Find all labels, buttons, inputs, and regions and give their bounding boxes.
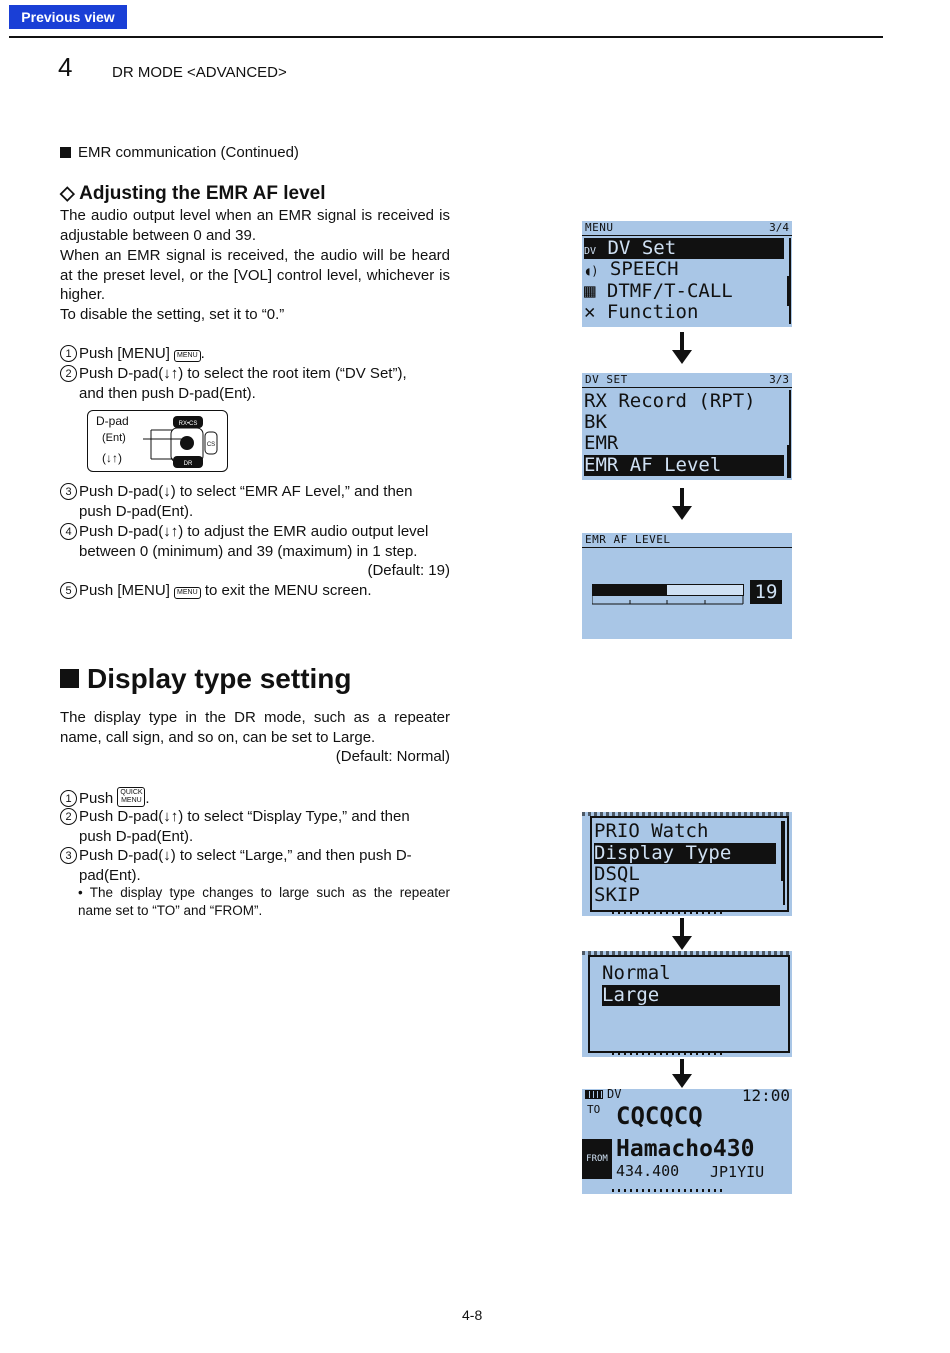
frequency: 434.400 bbox=[616, 1162, 680, 1180]
lcd-emraf-screen bbox=[582, 533, 792, 639]
display-type-option: Large bbox=[602, 985, 780, 1006]
step-number: 2 bbox=[60, 365, 77, 382]
display-step-2 bbox=[60, 807, 450, 846]
emr-step-1: 1 Push [MENU] MENU . bbox=[60, 344, 450, 364]
page-number: 4-8 bbox=[462, 1307, 483, 1323]
step-number: 3 bbox=[60, 483, 77, 500]
lcd-menu-item-label: SPEECH bbox=[609, 258, 679, 280]
lcd-menu-item bbox=[584, 302, 784, 323]
lcd-display-type-screen bbox=[582, 951, 792, 1057]
lcd-menu-screen bbox=[582, 221, 792, 327]
step-text-cont: between 0 (minimum) and 39 (maximum) in 1 step. bbox=[79, 542, 418, 560]
menu-key-icon: MENU bbox=[174, 587, 201, 599]
emr-step-3 bbox=[60, 482, 450, 521]
lcd-menu-item-label: Function bbox=[606, 301, 699, 323]
display-step-1: 1 Push QUICK MENU . bbox=[60, 787, 450, 809]
emr-para-2: When an EMR signal is received, the audio will be heard at the preset level, or the [VOL] control level, whichever is higher. bbox=[60, 247, 450, 304]
lcd-page: 3/4 bbox=[769, 221, 789, 234]
emr-step-2 bbox=[60, 364, 450, 403]
emr-step-4 bbox=[60, 522, 450, 581]
step-text: Push D-pad(↓↑) to adjust the EMR audio output level bbox=[79, 523, 429, 540]
display-bullet: • The display type changes to large such as the repeater name set to “TO” and “FROM”. bbox=[78, 885, 450, 918]
to-label: TO bbox=[587, 1103, 601, 1116]
lcd-dvset-screen bbox=[582, 373, 792, 480]
keypad-icon: ▦ bbox=[584, 280, 596, 302]
display-type-heading bbox=[60, 663, 352, 695]
lcd-title: MENU bbox=[585, 221, 614, 234]
step-text: Push D-pad(↓↑) to select the root item (“DV Set”), bbox=[79, 365, 407, 382]
display-type-option: Normal bbox=[602, 962, 671, 984]
step-text: Push D-pad(↓↑) to select “Display Type,” and then bbox=[79, 808, 410, 825]
from-value: Hamacho430 bbox=[616, 1136, 755, 1162]
time-label: 12:00 bbox=[741, 1089, 790, 1105]
display-type-popup bbox=[588, 955, 790, 1053]
menu-key-icon: MENU bbox=[174, 350, 201, 362]
step-number: 2 bbox=[60, 808, 77, 825]
step-number: 1 bbox=[60, 345, 77, 362]
tools-icon: ✕ bbox=[584, 301, 596, 323]
step-text: Push [MENU] bbox=[79, 582, 170, 599]
step-text: Push [MENU] bbox=[79, 345, 170, 362]
lcd-menu-item-label: DV Set bbox=[607, 237, 677, 259]
to-value: CQCQCQ bbox=[616, 1102, 703, 1130]
dpad-ent-label: (Ent) bbox=[102, 432, 126, 444]
chapter-title: DR MODE <ADVANCED> bbox=[112, 64, 287, 81]
lcd-menu-item: RX Record (RPT) bbox=[584, 390, 756, 412]
square-bullet-icon bbox=[60, 147, 71, 158]
display-para: The display type in the DR mode, such as a repeater name, call sign, and so on, can be set to Large. bbox=[60, 709, 450, 746]
lcd-menu-item: EMR AF Level bbox=[584, 455, 784, 476]
quick-menu-item: SKIP bbox=[594, 884, 640, 906]
step-text-cont: pad(Ent). bbox=[79, 866, 141, 884]
step-text: Push bbox=[79, 790, 114, 807]
speaker-icon: ◖) bbox=[584, 264, 599, 278]
arrow-down-icon bbox=[672, 506, 692, 520]
step-text: Push D-pad(↓) to select “Large,” and then push D- bbox=[79, 847, 412, 864]
callsign: JP1YIU bbox=[710, 1163, 765, 1181]
dpad-icon bbox=[143, 414, 223, 468]
emr-para-3: To disable the setting, set it to “0.” bbox=[60, 306, 285, 323]
quick-menu-popup bbox=[590, 816, 789, 912]
emr-step-5 bbox=[60, 581, 450, 601]
from-label: FROM bbox=[582, 1139, 612, 1179]
arrow-down-icon bbox=[672, 350, 692, 364]
lcd-quick-menu-screen bbox=[582, 812, 792, 916]
section-continued-text: EMR communication (Continued) bbox=[78, 144, 299, 161]
dpad-title: D-pad bbox=[96, 414, 129, 428]
svg-text:CS: CS bbox=[206, 442, 216, 448]
lcd-title: EMR AF LEVEL bbox=[585, 533, 671, 546]
level-scale bbox=[592, 596, 744, 606]
display-step-3 bbox=[60, 846, 450, 885]
display-default: (Default: Normal) bbox=[335, 748, 450, 765]
lcd-large-display-screen bbox=[582, 1089, 792, 1194]
display-type-heading-text: Display type setting bbox=[87, 663, 352, 694]
lcd-menu-item-label: DTMF/T-CALL bbox=[606, 280, 733, 302]
quick-menu-key-icon: QUICK MENU bbox=[117, 787, 145, 807]
previous-view-button[interactable]: Previous view bbox=[9, 5, 127, 29]
lcd-menu-item: BK bbox=[584, 411, 607, 433]
svg-text:RX•CS: RX•CS bbox=[178, 421, 198, 427]
arrow-down-icon bbox=[672, 1074, 692, 1088]
header-rule bbox=[9, 36, 883, 38]
lcd-scroll-thumb bbox=[781, 821, 785, 881]
mode-label: DV bbox=[607, 1089, 622, 1101]
dpad-diagram bbox=[87, 410, 228, 472]
step-number: 4 bbox=[60, 523, 77, 540]
emr-para-1: The audio output level when an EMR signal is received is adjustable between 0 and 39. bbox=[60, 207, 450, 244]
arrow-down-icon bbox=[672, 936, 692, 950]
battery-icon bbox=[585, 1090, 603, 1099]
lcd-scroll-thumb bbox=[787, 445, 791, 478]
emr-heading: ◇ Adjusting the EMR AF level bbox=[60, 183, 326, 204]
square-bullet-icon bbox=[60, 669, 79, 688]
level-value: 19 bbox=[750, 580, 782, 604]
lcd-menu-item bbox=[584, 259, 784, 280]
dv-set-icon: DV bbox=[584, 246, 597, 257]
lcd-menu-item bbox=[584, 238, 784, 259]
quick-menu-item: DSQL bbox=[594, 863, 640, 885]
quick-menu-item: PRIO Watch bbox=[594, 820, 709, 842]
step-text-cont: push D-pad(Ent). bbox=[79, 502, 194, 520]
lcd-menu-item: EMR bbox=[584, 432, 619, 454]
lcd-menu-item bbox=[584, 281, 784, 302]
quick-menu-item: Display Type bbox=[594, 843, 776, 864]
lcd-title: DV SET bbox=[585, 373, 628, 386]
dpad-updown-label: (↓↑) bbox=[102, 451, 122, 465]
svg-text:DR: DR bbox=[183, 461, 193, 467]
lcd-page: 3/3 bbox=[769, 373, 789, 386]
level-bar bbox=[592, 584, 744, 596]
step-default: (Default: 19) bbox=[367, 562, 450, 580]
level-bar-fill bbox=[593, 585, 667, 595]
step-text-cont: and then push D-pad(Ent). bbox=[79, 384, 256, 402]
step-text-cont: push D-pad(Ent). bbox=[79, 827, 194, 845]
step-text-after: to exit the MENU screen. bbox=[204, 582, 372, 599]
step-number: 3 bbox=[60, 847, 77, 864]
step-text: Push D-pad(↓) to select “EMR AF Level,” and then bbox=[79, 483, 413, 500]
step-number: 1 bbox=[60, 790, 77, 807]
step-number: 5 bbox=[60, 582, 77, 599]
chapter-number: 4 bbox=[58, 52, 73, 82]
lcd-scroll-thumb bbox=[787, 276, 791, 306]
section-continued bbox=[60, 144, 299, 161]
